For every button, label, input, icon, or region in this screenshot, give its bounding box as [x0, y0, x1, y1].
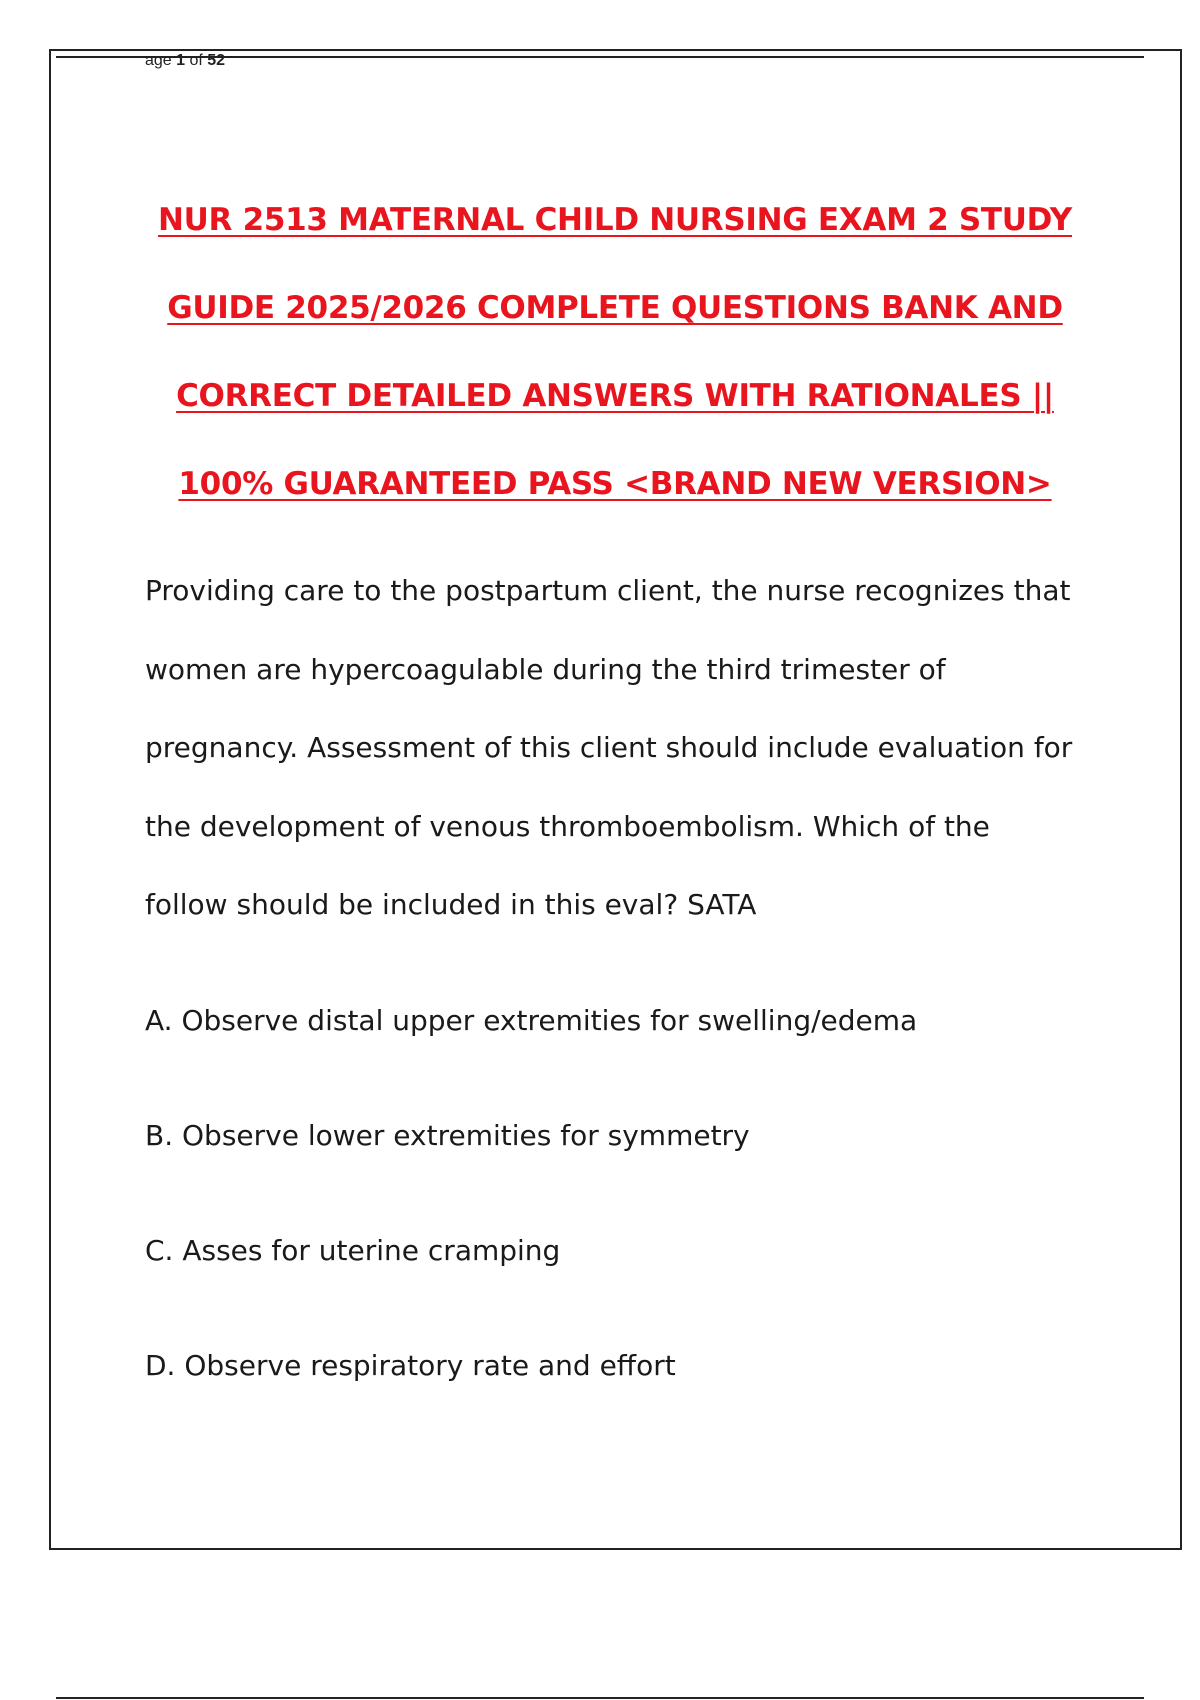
question-line: follow should be included in this eval? SATA — [145, 888, 757, 921]
question-line: pregnancy. Assessment of this client should include evaluation for — [145, 731, 1073, 764]
question-line: women are hypercoagulable during the third trimester of — [145, 652, 946, 686]
option-b: B. Observe lower extremities for symmetry — [145, 1119, 750, 1152]
question-text — [145, 552, 1095, 945]
question-line: Providing care to the postpartum client, the nurse recognizes that — [145, 574, 1071, 607]
page-total: 52 — [207, 52, 226, 69]
option-a: A. Observe distal upper extremities for swelling/edema — [145, 1004, 918, 1037]
bottom-rule — [56, 1697, 1144, 1699]
option-d: D. Observe respiratory rate and effort — [145, 1349, 676, 1382]
page-number: 1 — [176, 52, 186, 69]
title-line: NUR 2513 MATERNAL CHILD NURSING EXAM 2 STUDY — [158, 202, 1072, 238]
title-line: 100% GUARANTEED PASS <BRAND NEW VERSION> — [178, 466, 1052, 502]
page-prefix: age — [145, 52, 177, 69]
page-of: of — [185, 52, 208, 69]
option-c: C. Asses for uterine cramping — [145, 1234, 561, 1267]
title-line: CORRECT DETAILED ANSWERS WITH RATIONALES || — [176, 378, 1054, 414]
document-title — [120, 176, 1110, 528]
page-number-header — [145, 52, 225, 70]
question-line: the development of venous thromboembolism. Which of the — [145, 809, 990, 843]
title-line: GUIDE 2025/2026 COMPLETE QUESTIONS BANK AND — [167, 290, 1063, 326]
